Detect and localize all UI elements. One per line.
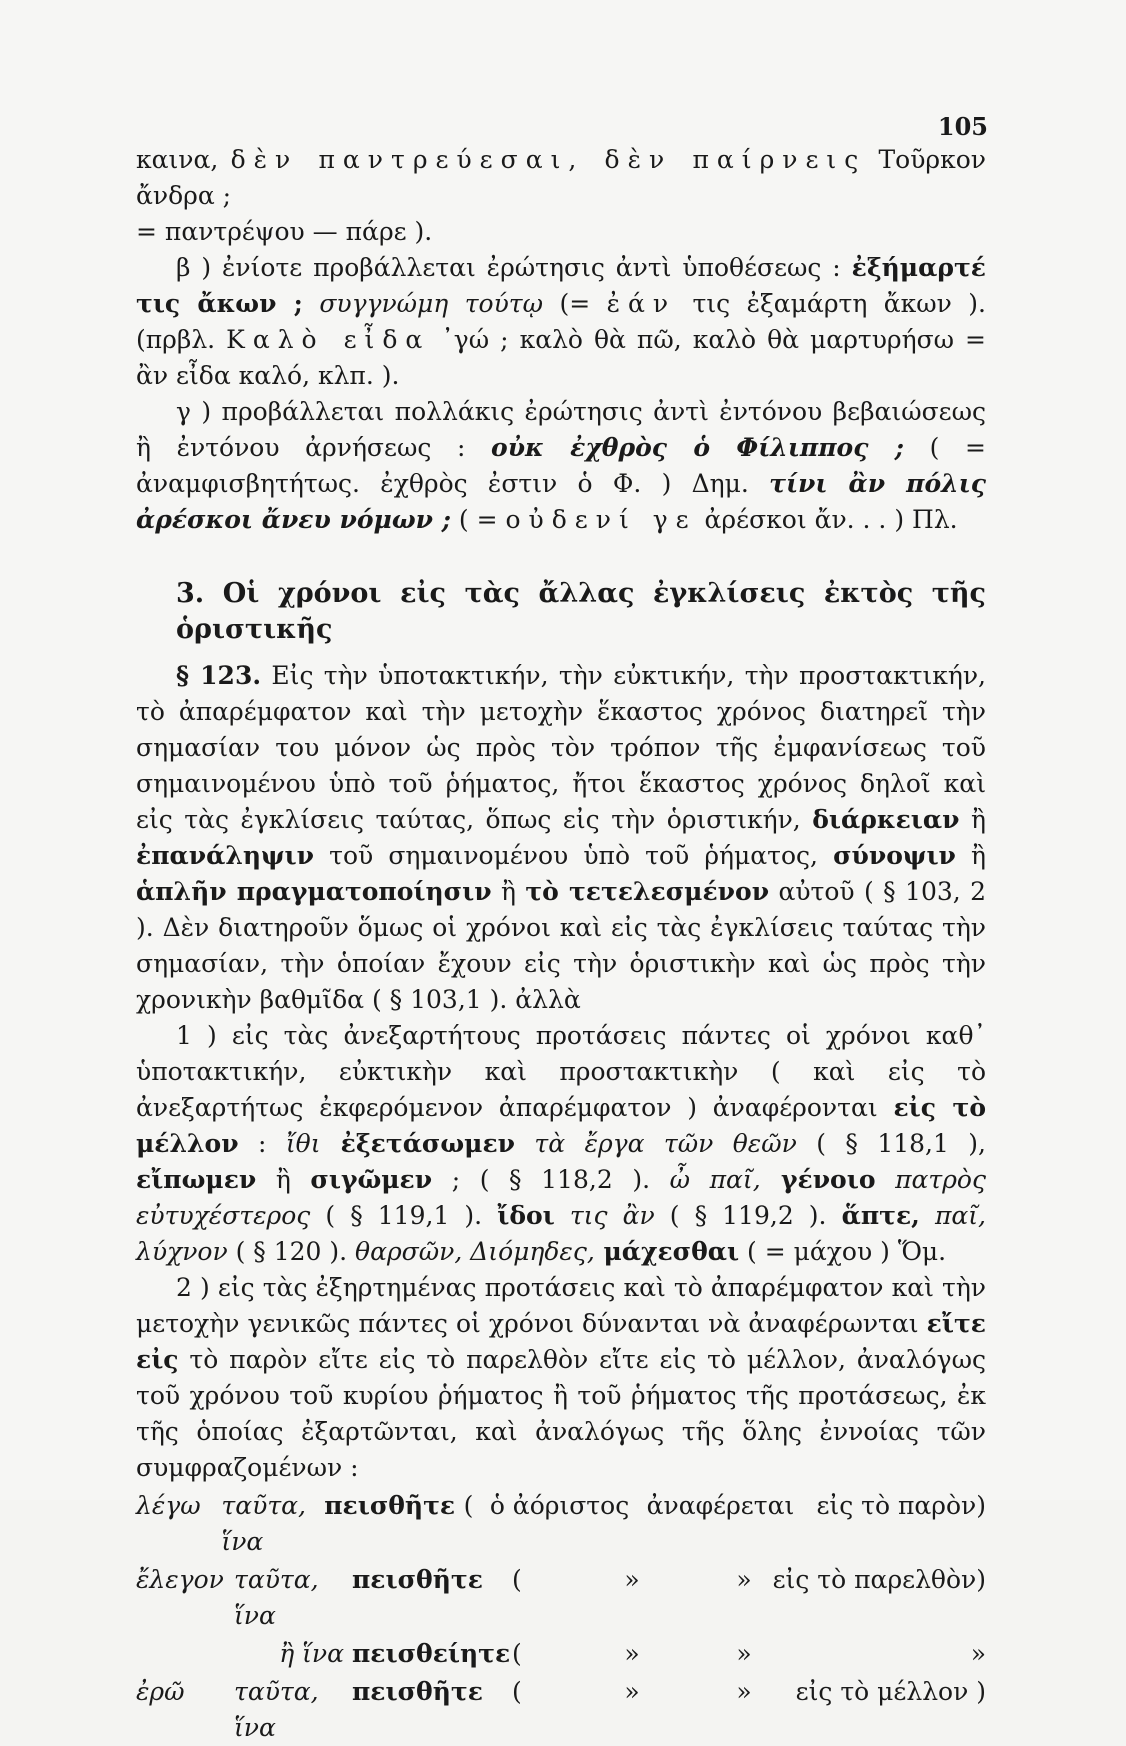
- paragraph-gamma: γ ) προβάλλεται πολλάκις ἐρώτησις ἀντὶ ἐντόνου βεβαιώσεως ἢ ἐντόνου ἀρνήσεως : οὐκ ἐχθρὸς ὁ Φίλιππος ; ( = ἀναμφισβητήτως. ἐχθρὸς ἐστιν ὁ Φ. ) Δημ. τίνι ἂν πόλις ἀρέσκοι ἄνευ νόμων ; ( = οὐδενί γε ἀρέσκοι ἄν. . . ) Πλ.: [136, 397, 986, 534]
- example-row: ἐρῶ ταῦτα, ἵνα πεισθῆτε ( » » εἰς τὸ μέλλον ): [136, 1677, 986, 1742]
- example-row: ἔλεγον ταῦτα, ἵνα πεισθῆτε ( » » εἰς τὸ παρελθὸν): [136, 1565, 986, 1630]
- section-123-paragraph: § 123. Εἰς τὴν ὑποτακτικήν, τὴν εὐκτικήν, τὴν προστακτικήν, τὸ ἀπαρέμφατον καὶ τὴν μετοχὴν ἕκαστος χρόνος διατηρεῖ τὴν σημασίαν του μόνον ὡς πρὸς τὸν τρόπον τῆς ἐμφανίσεως τοῦ σημαινομένου ὑπὸ τοῦ ῥήματος, ἤτοι ἕκαστος χρόνος δηλοῖ καὶ εἰς τὰς ἐγκλίσεις ταύτας, ὅπως εἰς τὴν ὁριστικήν, διάρκειαν ἢ ἐπανάληψιν τοῦ σημαινομένου ὑπὸ τοῦ ῥήματος, σύνοψιν ἢ ἁπλῆν πραγματοποίησιν ἢ τὸ τετελεσμένον αὐτοῦ ( § 103, 2 ). Δὲν διατηροῦν ὅμως οἱ χρόνοι καὶ εἰς τὰς ἐγκλίσεις ταύτας τὴν σημασίαν, τὴν ὁποίαν ἔχουν εἰς τὴν ὁριστικὴν καὶ ὡς πρὸς τὴν χρονικὴν βαθμῖδα ( § 103,1 ). ἀλλὰ: [136, 661, 986, 1014]
- page-body: [136, 142, 986, 1746]
- examples-table: [136, 1488, 986, 1746]
- section-heading: 3. Οἱ χρόνοι εἰς τὰς ἄλλας ἐγκλίσεις ἐκτὸς τῆς ὁριστικῆς: [176, 578, 986, 645]
- point-2-paragraph: 2 ) εἰς τὰς ἐξηρτημένας προτάσεις καὶ τὸ ἀπαρέμφατον καὶ τὴν μετοχὴν γενικῶς πάντες οἱ χρόνοι δύνανται νὰ ἀναφέρωνται εἴτε εἰς τὸ παρὸν εἴτε εἰς τὸ παρελθὸν εἴτε εἰς τὸ μέλλον, ἀναλόγως τοῦ χρόνου τοῦ κυρίου ῥήματος ἢ τοῦ ῥήματος τῆς προτάσεως, ἐκ τῆς ὁποίας ἐξαρτῶνται, καὶ ἀναλόγως τῆς ὅλης ἐννοίας τῶν συμφραζομένων :: [136, 1273, 986, 1482]
- example-row: λέγω ταῦτα, ἵνα πεισθῆτε ( ὁ ἀόριστος ἀναφέρεται εἰς τὸ παρὸν): [136, 1491, 986, 1556]
- paragraph-beta: β ) ἐνίοτε προβάλλεται ἐρώτησις ἀντὶ ὑποθέσεως : ἐξήμαρτέ τις ἄκων ; συγγνώμη τούτῳ (= ἐάν τις ἐξαμάρτη ἄκων ). (πρβλ. Καλὸ εἶδα ᾿γώ ; καλὸ θὰ πῶ, καλὸ θὰ μαρτυρήσω = ἂν εἶδα καλό, κλπ. ).: [136, 253, 986, 390]
- section-number: § 123.: [176, 661, 262, 690]
- intro-paragraph: καινα, δὲν παντρεύεσαι, δὲν παίρνεις Τοῦρκον ἄνδρα ; = παντρέψου — πάρε ).: [136, 145, 986, 246]
- example-row: ἢ ἵνα πεισθείητε ( » » »: [279, 1639, 986, 1668]
- page-number: 105: [937, 112, 988, 141]
- point-1-paragraph: 1 ) εἰς τὰς ἀνεξαρτήτους προτάσεις πάντες οἱ χρόνοι καθ᾿ ὑποτακτικήν, εὐκτικὴν καὶ προστακτικὴν ( καὶ εἰς τὸ ἀνεξαρτήτως ἐκφερόμενον ἀπαρέμφατον ) ἀναφέρονται εἰς τὸ μέλλον : ἴθι ἐξετάσωμεν τὰ ἔργα τῶν θεῶν ( § 118,1 ), εἴπωμεν ἢ σιγῶμεν ; ( § 118,2 ). ὦ παῖ, γένοιο πατρὸς εὐτυχέστερος ( § 119,1 ). ἴδοι τις ἂν ( § 119,2 ). ἅπτε, παῖ, λύχνον ( § 120 ). θαρσῶν, Διόμηδες, μάχεσθαι ( = μάχου ) Ὅμ.: [136, 1021, 987, 1266]
